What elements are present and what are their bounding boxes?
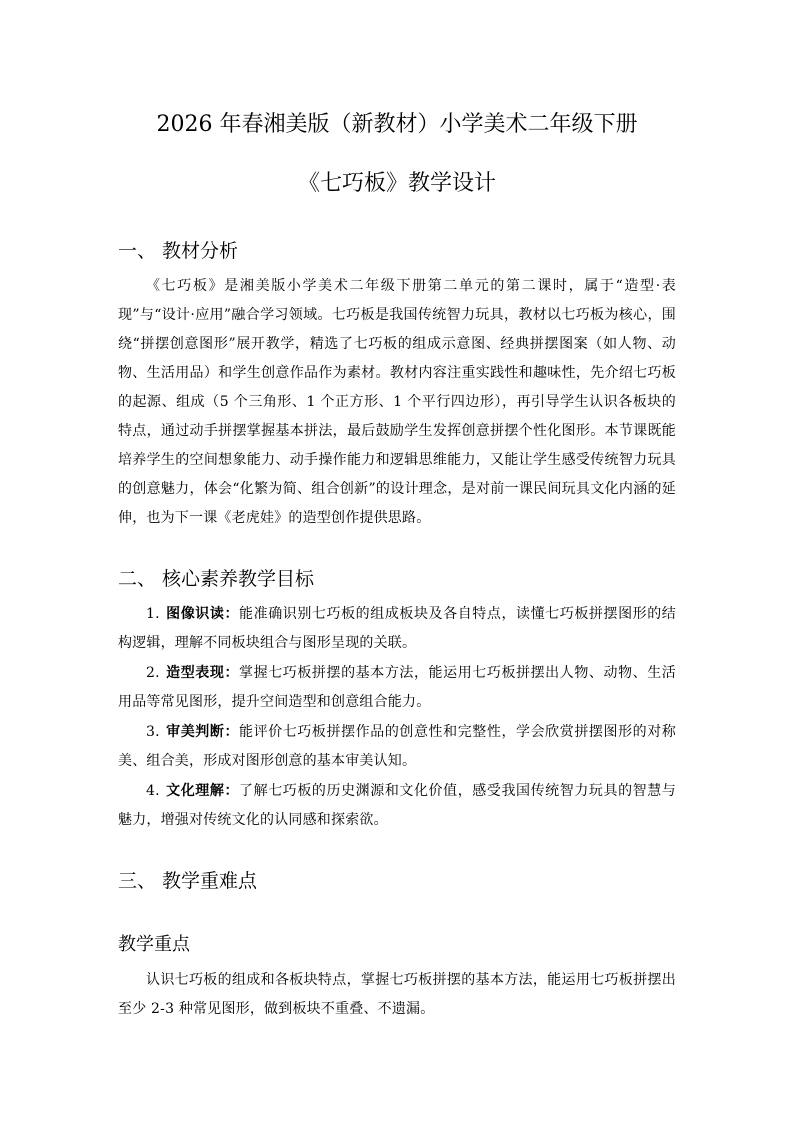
teaching-focus-paragraph: 认识七巧板的组成和各板块特点，掌握七巧板拼摆的基本方法，能运用七巧板拼摆出至少 2-3 种常见图形，做到板块不重叠、不遗漏。: [118, 972, 676, 1017]
goal-label: 造型表现：: [165, 665, 240, 681]
goal-item: [118, 777, 676, 835]
section-heading-textbook-analysis: 一、 教材分析: [118, 240, 239, 262]
goal-item: [118, 600, 676, 658]
document-title-line2: 《七巧板》教学设计: [297, 171, 496, 196]
goal-text: 掌握七巧板拼摆的基本方法，能运用七巧板拼摆出人物、动物、生活用品等常见图形，提升空间造型和创意组合能力。: [118, 665, 677, 710]
document-page: [118, 110, 676, 1024]
goal-label: 文化理解：: [165, 783, 240, 799]
document-title-line1: 2026 年春湘美版（新教材）小学美术二年级下册: [156, 112, 638, 137]
subheading-teaching-focus: 教学重点: [118, 934, 190, 955]
goal-label: 审美判断：: [165, 724, 240, 740]
section-heading-key-points: 三、 教学重难点: [118, 870, 258, 892]
goal-number: 2.: [146, 665, 160, 681]
goal-text: 了解七巧板的历史渊源和文化价值，感受我国传统智力玩具的智慧与魅力，增强对传统文化的认同感和探索欲。: [118, 783, 677, 828]
textbook-analysis-paragraph: 《七巧板》是湘美版小学美术二年级下册第二单元的第二课时，属于“造型·表现”与“设计·应用”融合学习领域。七巧板是我国传统智力玩具，教材以七巧板为核心，围绕“拼摆创意图形”展开教学，精选了七巧板的组成示意图、经典拼摆图案（如人物、动物、生活用品）和学生创意作品作为素材。教材内容注重实践性和趣味性，先介绍七巧板的起源、组成（5 个三角形、1 个正方形、1 个平行四边形），再引导学生认识各板块的特点，通过动手拼摆掌握基本拼法，最后鼓励学生发挥创意拼摆个性化图形。本节课既能培养学生的空间想象能力、动手操作能力和逻辑思维能力，又能让学生感受传统智力玩具的创意魅力，体会“化繁为简、组合创新”的设计理念，是对前一课民间玩具文化内涵的延伸，也为下一课《老虎娃》的造型创作提供思路。: [118, 278, 676, 526]
goal-text: 能准确识别七巧板的组成板块及各自特点，读懂七巧板拼摆图形的结构逻辑，理解不同板块组合与图形呈现的关联。: [118, 606, 677, 651]
goal-item: [118, 659, 676, 717]
goal-number: 4.: [146, 783, 160, 799]
goal-text: 能评价七巧板拼摆作品的创意性和完整性，学会欣赏拼摆图形的对称美、组合美，形成对图形创意的基本审美认知。: [118, 724, 677, 769]
goal-number: 3.: [146, 724, 160, 740]
goal-label: 图像识读：: [165, 606, 240, 622]
goal-number: 1.: [146, 606, 160, 622]
section-heading-teaching-goals: 二、 核心素养教学目标: [118, 568, 315, 590]
goal-item: [118, 718, 676, 776]
